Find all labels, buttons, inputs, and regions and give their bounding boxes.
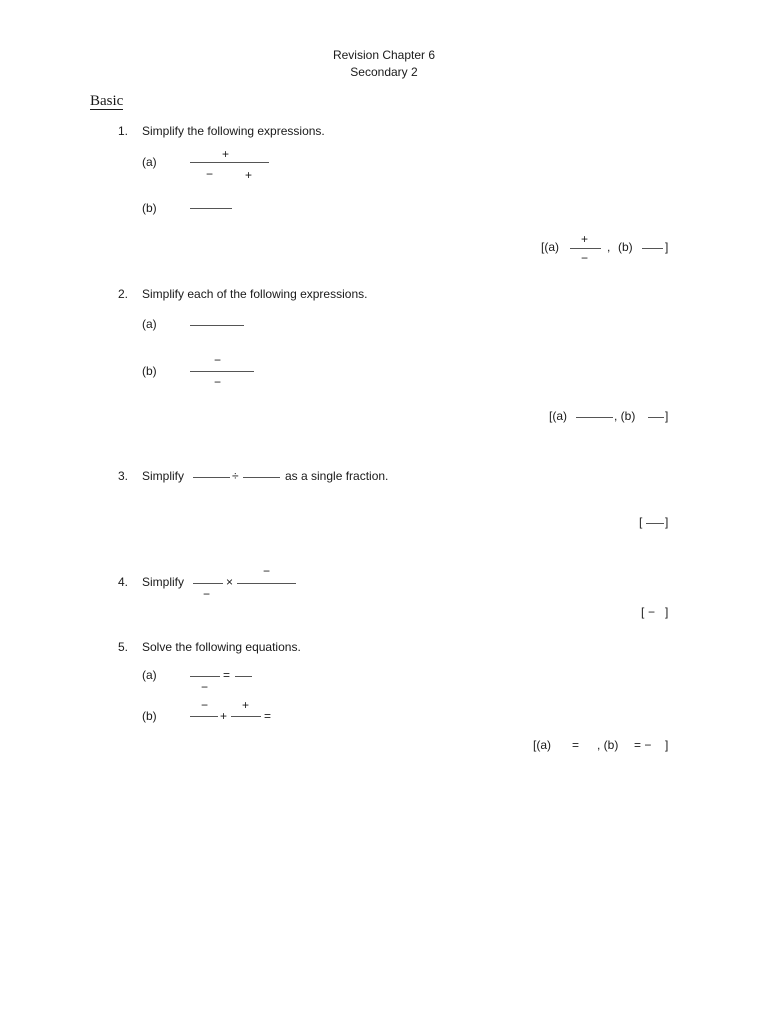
answer-separator: , (b) <box>614 409 636 423</box>
answer-equals-b: = − <box>634 738 652 752</box>
answer-part-b: (b) <box>618 240 633 254</box>
minus-sign: − <box>203 587 211 601</box>
part-label-a: (a) <box>142 317 157 331</box>
fraction-bar <box>243 477 280 478</box>
answer-close: ] <box>665 738 669 752</box>
answer-separator: , <box>607 240 611 254</box>
page-subtitle: Secondary 2 <box>350 65 418 79</box>
equals-sign: = <box>264 709 272 723</box>
plus-sign: + <box>581 232 589 246</box>
answer-close: ] <box>665 605 669 619</box>
answer-close: ] <box>665 409 669 423</box>
fraction-bar <box>648 417 664 418</box>
fraction-bar <box>576 417 613 418</box>
answer-open: [(a) <box>533 738 551 752</box>
answer-open: [ <box>639 515 643 529</box>
fraction-bar <box>190 208 232 209</box>
fraction-bar <box>235 676 252 677</box>
answer-close: ] <box>665 515 669 529</box>
answer-separator: , (b) <box>597 738 619 752</box>
multiply-sign: × <box>226 575 234 589</box>
minus-sign: − <box>581 251 589 265</box>
equals-sign: = <box>223 668 231 682</box>
fraction-bar <box>193 477 230 478</box>
answer-open: [ <box>641 605 645 619</box>
answer-equals-a: = <box>572 738 580 752</box>
question-number: 3. <box>118 469 129 483</box>
minus-sign: − <box>263 564 271 578</box>
answer-open: [(a) <box>541 240 559 254</box>
answer-minus: − <box>648 605 656 619</box>
question-text: Simplify each of the following expressions. <box>142 287 368 301</box>
question-number: 2. <box>118 287 129 301</box>
question-number: 5. <box>118 640 129 654</box>
fraction-bar <box>190 371 254 372</box>
plus-sign: + <box>220 709 228 723</box>
question-number: 4. <box>118 575 129 589</box>
question-number: 1. <box>118 124 129 138</box>
plus-sign: + <box>245 168 253 182</box>
plus-sign: + <box>242 698 250 712</box>
fraction-bar <box>190 162 269 163</box>
section-heading-label: Basic <box>90 93 124 109</box>
section-heading <box>90 93 123 110</box>
part-label-a: (a) <box>142 155 157 169</box>
minus-sign: − <box>214 353 222 367</box>
part-label-b: (b) <box>142 709 157 723</box>
fraction-bar <box>570 248 601 249</box>
fraction-bar <box>646 523 664 524</box>
part-label-b: (b) <box>142 364 157 378</box>
divide-sign: ÷ <box>232 469 239 483</box>
plus-sign: + <box>222 147 230 161</box>
fraction-bar <box>190 716 218 717</box>
fraction-bar <box>193 583 223 584</box>
answer-close: ] <box>665 240 669 254</box>
fraction-bar <box>642 248 663 249</box>
minus-sign: − <box>201 698 209 712</box>
question-text: Simplify <box>142 469 185 483</box>
minus-sign: − <box>214 375 222 389</box>
question-text: Simplify <box>142 575 185 589</box>
question-text: Simplify the following expressions. <box>142 124 325 138</box>
part-label-a: (a) <box>142 668 157 682</box>
question-text: Solve the following equations. <box>142 640 301 654</box>
minus-sign: − <box>201 680 209 694</box>
page-title: Revision Chapter 6 <box>332 48 436 62</box>
fraction-bar <box>190 325 244 326</box>
part-label-b: (b) <box>142 201 157 215</box>
fraction-bar <box>237 583 296 584</box>
question-suffix: as a single fraction. <box>285 469 389 483</box>
fraction-bar <box>231 716 261 717</box>
answer-open: [(a) <box>549 409 567 423</box>
minus-sign: − <box>206 167 214 181</box>
fraction-bar <box>190 676 220 677</box>
